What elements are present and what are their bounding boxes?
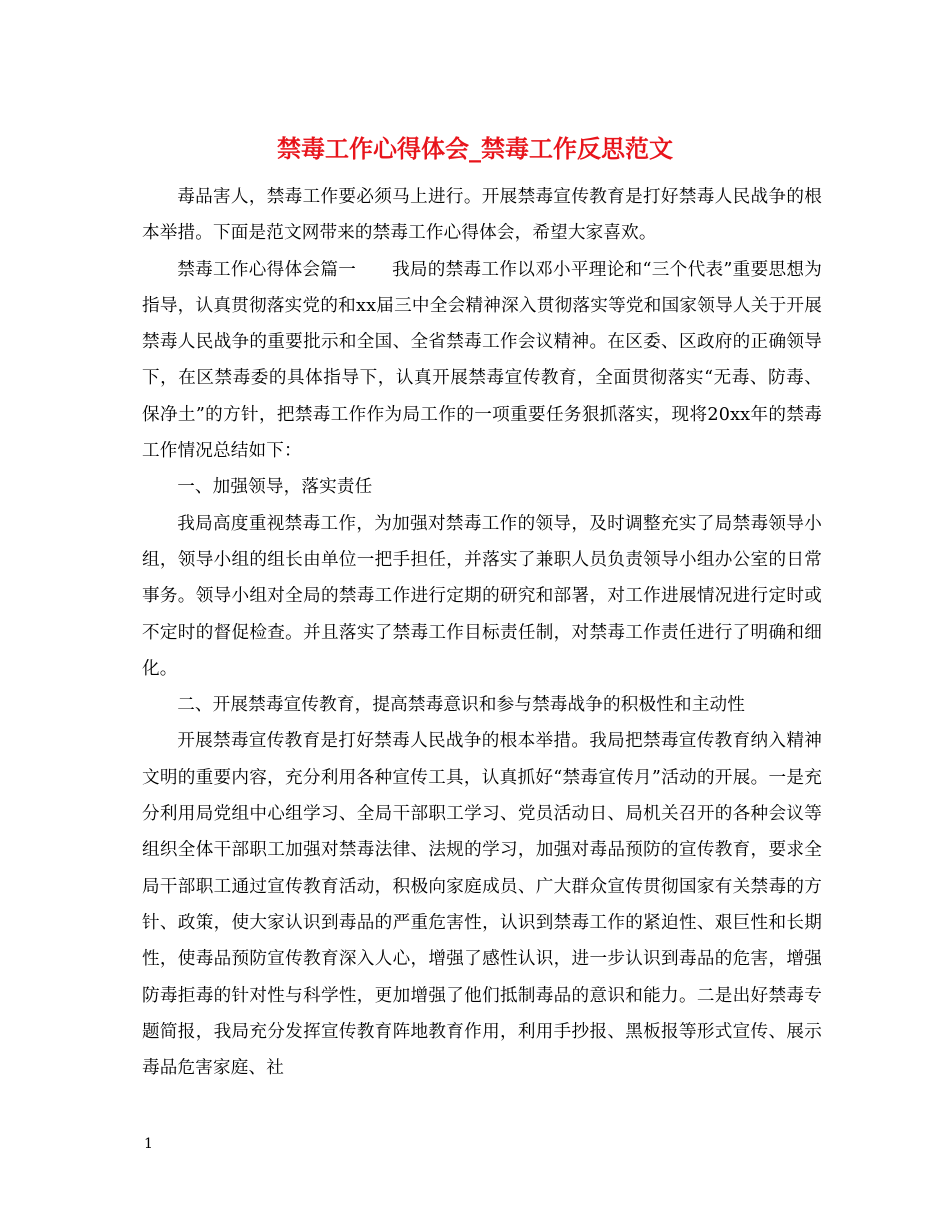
section-one-opening-paragraph: 禁毒工作心得体会篇一 我局的禁毒工作以邓小平理论和“三个代表”重要思想为指导，认真贯彻落实党的和xx届三中全会精神深入贯彻落实等党和国家领导人关于开展禁毒人民战争的重要批示和全国、全省禁毒工作会议精神。在区委、区政府的正确领导下，在区禁毒委的具体指导下，认真开展禁毒宣传教育，全面贯彻落实“无毒、防毒、保净土”的方针，把禁毒工作作为局工作的一项重要任务狠抓落实，现将20xx年的禁毒工作情况总结如下：	[142, 259, 822, 462]
document-title: 禁毒工作心得体会_禁毒工作反思范文	[277, 134, 673, 163]
education-paragraph: 开展禁毒宣传教育是打好禁毒人民战争的根本举措。我局把禁毒宣传教育纳入精神文明的重要内容，充分利用各种宣传工具，认真抓好“禁毒宣传月”活动的开展。一是充分利用局党组中心组学习、全局干部职工学习、党员活动日、局机关召开的各种会议等组织全体干部职工加强对禁毒法律、法规的学习，加强对毒品预防的宣传教育，要求全局干部职工通过宣传教育活动，积极向家庭成员、广大群众宣传贯彻国家有关禁毒的方针、政策，使大家认识到毒品的严重危害性，认识到禁毒工作的紧迫性、艰巨性和长期性，使毒品预防宣传教育深入人心，增强了感性认识，进一步认识到毒品的危害，增强防毒拒毒的针对性与科学性，更加增强了他们抵制毒品的意识和能力。二是出好禁毒专题简报，我局充分发挥宣传教育阵地教育作用，利用手抄报、黑板报等形式宣传、展示毒品危害家庭、社	[142, 731, 822, 1079]
heading-education-campaign: 二、开展禁毒宣传教育，提高禁毒意识和参与禁毒战争的积极性和主动性	[177, 695, 745, 716]
leadership-paragraph: 我局高度重视禁毒工作，为加强对禁毒工作的领导，及时调整充实了局禁毒领导小组，领导小组的组长由单位一把手担任，并落实了兼职人员负责领导小组办公室的日常事务。领导小组对全局的禁毒工作进行定期的研究和部署，对工作进展情况进行定时或不定时的督促检查。并且落实了禁毒工作目标责任制，对禁毒工作责任进行了明确和细化。	[142, 513, 822, 679]
intro-paragraph: 毒品害人，禁毒工作要必须马上进行。开展禁毒宣传教育是打好禁毒人民战争的根本举措。下面是范文网带来的禁毒工作心得体会，希望大家喜欢。	[142, 187, 822, 244]
document-body	[142, 179, 822, 1086]
page-number: 1	[144, 1136, 153, 1152]
heading-strengthen-leadership: 一、加强领导，落实责任	[177, 477, 373, 498]
